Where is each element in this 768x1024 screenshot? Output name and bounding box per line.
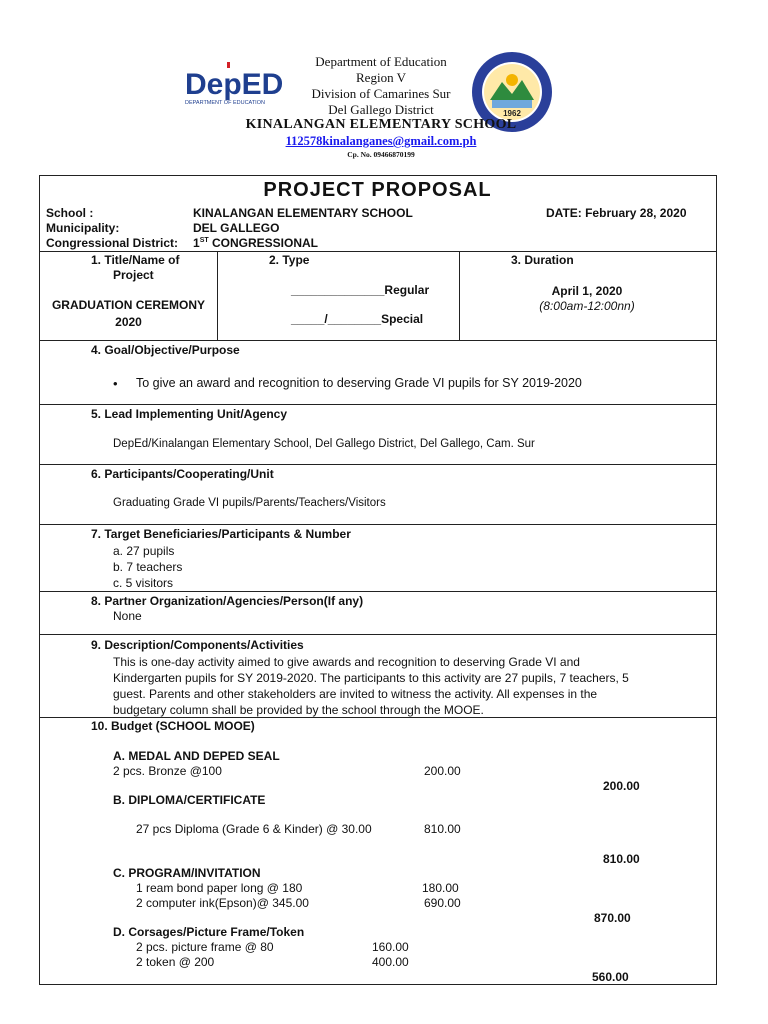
type-special: _____/________Special <box>291 312 424 326</box>
title-label-1: 1. Title/Name of <box>91 253 180 267</box>
duration-time: (8:00am-12:00nn) <box>539 299 635 313</box>
bullet-icon: • <box>113 376 118 391</box>
school-name: KINALANGAN ELEMENTARY SCHOOL <box>245 117 517 132</box>
divider <box>39 251 716 252</box>
description-label: 9. Description/Components/Activities <box>91 638 304 652</box>
divider <box>39 524 716 525</box>
budget-item-amount: 200.00 <box>424 764 461 778</box>
budget-a-heading: A. MEDAL AND DEPED SEAL <box>113 749 280 763</box>
participants-text: Graduating Grade VI pupils/Parents/Teachers/Visitors <box>113 497 386 509</box>
budget-item-amount: 400.00 <box>372 955 409 969</box>
municipality-value: DEL GALLEGO <box>193 221 280 235</box>
budget-item: 2 computer ink(Epson)@ 345.00 <box>136 896 309 910</box>
budget-d-total: 560.00 <box>592 970 629 984</box>
division-line: Division of Camarines Sur <box>311 86 451 101</box>
title-label-2: Project <box>113 268 154 282</box>
partner-label: 8. Partner Organization/Agencies/Person(If any) <box>91 594 364 608</box>
district-value <box>193 236 318 250</box>
budget-item-amount: 690.00 <box>424 896 461 910</box>
budget-b-heading: B. DIPLOMA/CERTIFICATE <box>113 793 266 807</box>
budget-label: 10. Budget (SCHOOL MOOE) <box>91 719 255 733</box>
lead-text: DepEd/Kinalangan Elementary School, Del Gallego District, Del Gallego, Cam. Sur <box>113 438 535 450</box>
budget-item: 1 ream bond paper long @ 180 <box>136 881 303 895</box>
project-title-2: 2020 <box>115 315 142 329</box>
divider <box>39 591 716 592</box>
page-title: PROJECT PROPOSAL <box>263 179 492 201</box>
district-label: Congressional District: <box>46 236 179 250</box>
budget-item-amount: 180.00 <box>422 881 459 895</box>
description-line: guest. Parents and other stakeholders are invited to witness the activity. All expenses in the <box>113 687 598 701</box>
budget-d-heading: D. Corsages/Picture Frame/Token <box>113 925 305 939</box>
partner-text: None <box>113 609 142 623</box>
budget-b-total: 810.00 <box>603 852 640 866</box>
region-line: Region V <box>356 70 406 85</box>
school-email-link[interactable]: 112578kinalanganes@gmail.com.ph <box>285 134 477 148</box>
district-sup: ST <box>199 237 209 244</box>
divider <box>39 464 716 465</box>
budget-a-total: 200.00 <box>603 779 640 793</box>
district-rest: CONGRESSIONAL <box>208 236 318 250</box>
budget-c-heading: C. PROGRAM/INVITATION <box>113 866 261 880</box>
school-label: School : <box>46 206 94 220</box>
municipality-label: Municipality: <box>46 221 120 235</box>
budget-c-total: 870.00 <box>594 911 631 925</box>
dept-line: Department of Education <box>315 54 447 69</box>
type-regular: ______________Regular <box>291 283 430 297</box>
budget-item: 2 pcs. Bronze @100 <box>113 764 222 778</box>
goal-label: 4. Goal/Objective/Purpose <box>91 343 240 357</box>
school-value: KINALANGAN ELEMENTARY SCHOOL <box>193 206 413 220</box>
deped-logo-subtext: DEPARTMENT OF EDUCATION <box>185 100 265 106</box>
participants-label: 6. Participants/Cooperating/Unit <box>91 467 274 481</box>
duration-label: 3. Duration <box>511 253 574 267</box>
budget-item: 27 pcs Diploma (Grade 6 & Kinder) @ 30.00 <box>136 822 372 836</box>
budget-item: 2 pcs. picture frame @ 80 <box>136 940 274 954</box>
contact-number: Cp. No. 09466870199 <box>347 150 415 159</box>
deped-logo-text: DepED <box>185 68 284 101</box>
goal-text: To give an award and recognition to deserving Grade VI pupils for SY 2019-2020 <box>136 376 582 390</box>
target-label: 7. Target Beneficiaries/Participants & Number <box>91 527 351 541</box>
budget-item-amount: 810.00 <box>424 822 461 836</box>
budget-item: 2 token @ 200 <box>136 955 215 969</box>
district-num: 1 <box>193 236 200 250</box>
duration-date: April 1, 2020 <box>551 284 623 298</box>
divider <box>39 634 716 635</box>
seal-year: 1962 <box>503 109 521 118</box>
divider <box>39 340 716 341</box>
district-line: Del Gallego District <box>328 102 434 117</box>
target-item-a: a. 27 pupils <box>113 544 175 558</box>
target-item-c: c. 5 visitors <box>113 576 174 590</box>
description-line: This is one-day activity aimed to give awards and recognition to deserving Grade VI and <box>113 655 580 669</box>
type-label: 2. Type <box>269 253 310 267</box>
budget-item-amount: 160.00 <box>372 940 409 954</box>
divider <box>39 717 716 718</box>
proposal-date: DATE: February 28, 2020 <box>546 206 687 220</box>
lead-label: 5. Lead Implementing Unit/Agency <box>91 407 288 421</box>
project-title-1: GRADUATION CEREMONY <box>51 298 206 312</box>
col-divider <box>217 251 218 340</box>
description-line: budgetary column shall be provided by the school through the MOOE. <box>113 703 484 717</box>
divider <box>39 404 716 405</box>
target-item-b: b. 7 teachers <box>113 560 183 574</box>
description-line: Kindergarten pupils for SY 2019-2020. The participants to this activity are 27 pupils, 7 teachers, 5 <box>113 671 629 685</box>
